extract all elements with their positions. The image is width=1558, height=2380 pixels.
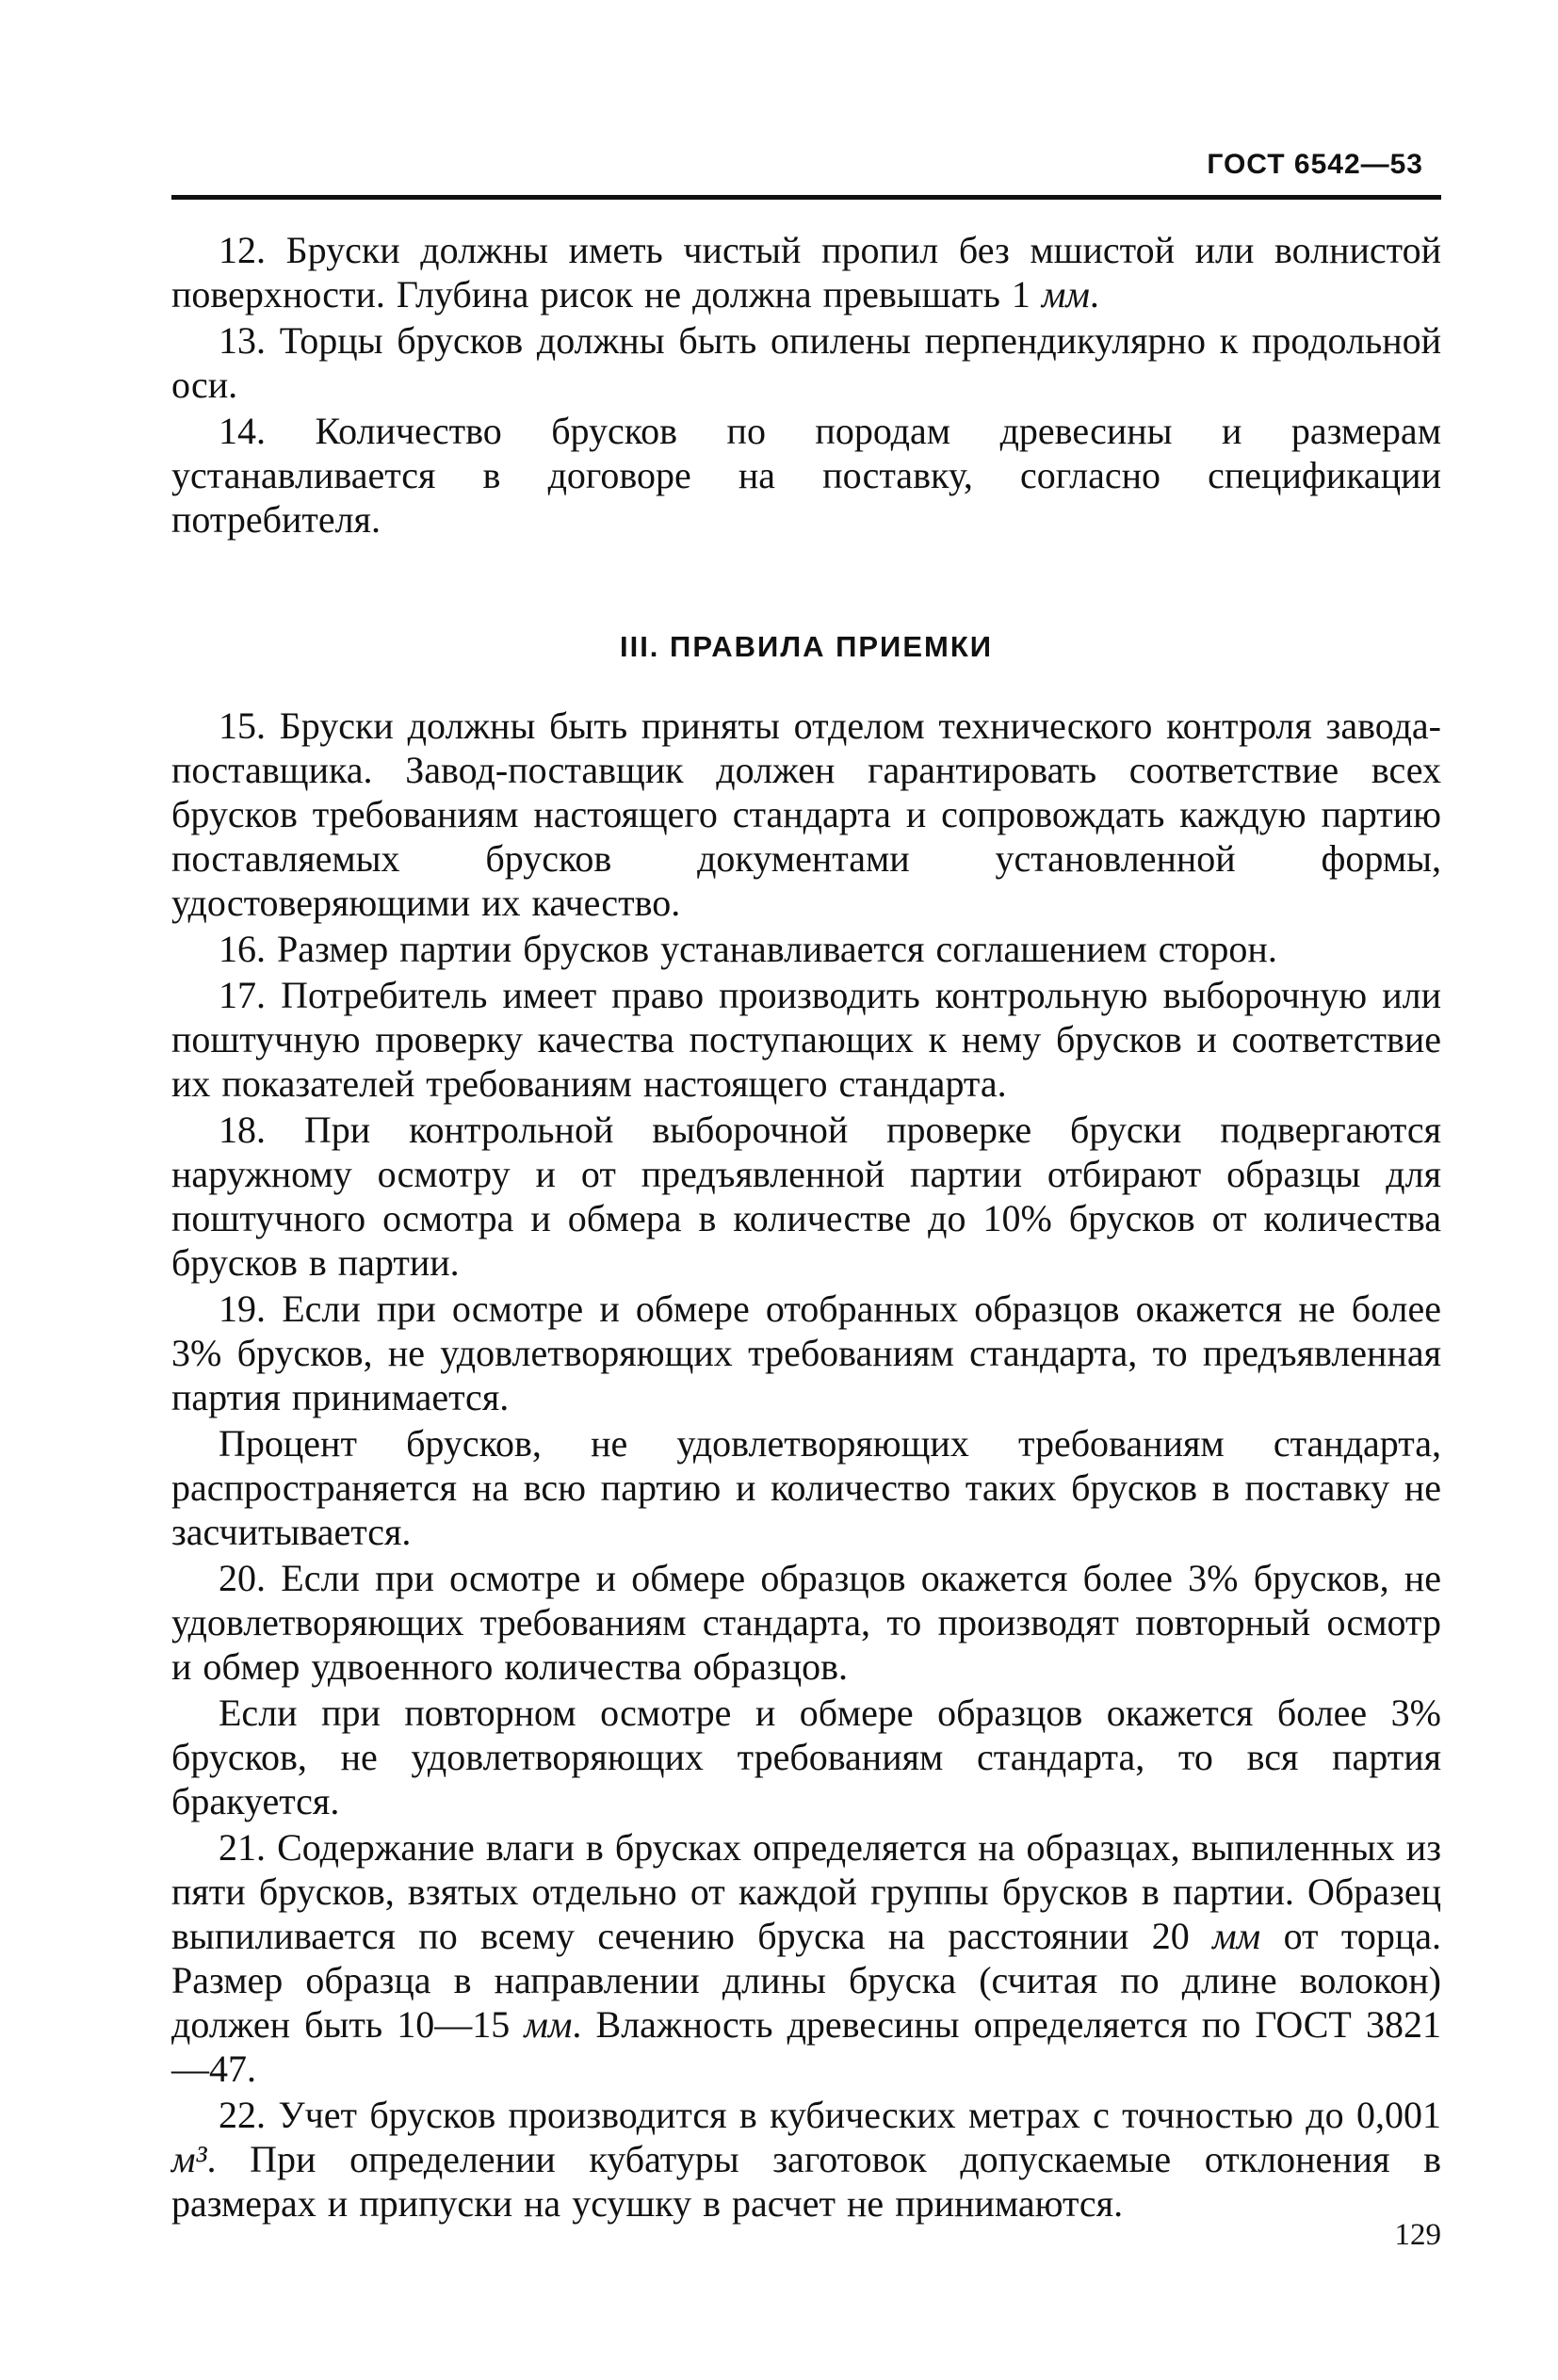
paragraph-text: При контрольной выборочной проверке бруски подвергаются наружному осмотру и от предъявленной партии отбирают образцы для поштучного осмотра и обмера в количестве до 10% брусков от количества брусков в партии. xyxy=(171,1109,1442,1284)
unit-text: мм xyxy=(524,2003,573,2046)
paragraph-text: Если при осмотре и обмере отобранных образцов окажется не более 3% брусков, не удовлетворяющих требованиям стандарта, то предъявленная партия принимается. xyxy=(171,1287,1442,1418)
paragraph-17 xyxy=(171,973,1441,1106)
paragraph-text: Если при осмотре и обмере образцов окажется более 3% брусков, не удовлетворяющих требованиям стандарта, то производят повторный осмотр и обмер удвоенного количества образцов. xyxy=(171,1557,1442,1688)
paragraph-number: 18. xyxy=(219,1109,304,1151)
page-number: 129 xyxy=(1394,2218,1441,2252)
paragraph-19 xyxy=(171,1287,1441,1419)
paragraph-number: 21. xyxy=(219,1826,278,1869)
paragraph-16 xyxy=(171,927,1441,971)
paragraph-number: 19. xyxy=(219,1287,283,1330)
paragraph-text: Размер партии брусков устанавливается соглашением сторон. xyxy=(277,928,1277,970)
paragraph-number: 14. xyxy=(219,410,316,452)
paragraph-text: Бруски должны быть приняты отделом технического контроля завода-поставщика. Завод-поставщик должен гарантировать соответствие всех брусков требованиям настоящего стандарта и сопровождать каждую партию поставляемых брусков документами установленной формы, удостоверяющими их качество. xyxy=(171,704,1441,924)
unit-text: мм xyxy=(1212,1915,1261,1957)
paragraph-text: Учет брусков производится в кубических метрах с точностью до 0,001 xyxy=(278,2094,1441,2136)
unit-text: м³ xyxy=(171,2138,207,2180)
paragraph-22 xyxy=(171,2093,1441,2226)
paragraph-number: 22. xyxy=(219,2094,279,2136)
header-title: ГОСТ 6542—53 xyxy=(1207,149,1423,180)
paragraph-15 xyxy=(171,704,1441,925)
paragraph-text: . При определении кубатуры заготовок допускаемые отклонения в размерах и припуски на усушку в расчет не принимаются. xyxy=(171,2138,1441,2225)
paragraph-12 xyxy=(171,228,1441,316)
paragraph-text: Процент брусков, не удовлетворяющих требованиям стандарта, распространяется на всю партию и количество таких брусков в поставку не засчитывается. xyxy=(171,1422,1441,1553)
paragraph-text: Если при повторном осмотре и обмере образцов окажется более 3% брусков, не удовлетворяющих требованиям стандарта, то вся партия бракуется. xyxy=(171,1692,1441,1822)
header-rule xyxy=(171,195,1441,200)
paragraph-number: 16. xyxy=(219,928,277,970)
paragraph-text: Бруски должны иметь чистый пропил без мшистой или волнистой поверхности. Глубина рисок не должна превышать 1 xyxy=(171,229,1441,316)
page-body xyxy=(171,228,1441,2227)
paragraph-20 xyxy=(171,1556,1441,1689)
paragraph-18 xyxy=(171,1108,1441,1285)
paragraph-text: . Влажность древесины определяется по ГОСТ 3821—47. xyxy=(171,2003,1441,2090)
paragraph-13 xyxy=(171,318,1441,407)
paragraph-21 xyxy=(171,1825,1441,2091)
paragraph-number: 12. xyxy=(219,229,286,271)
paragraph-text: Потребитель имеет право производить контрольную выборочную или поштучную проверку качества поступающих к нему брусков и соответствие их показателей требованиям настоящего стандарта. xyxy=(171,974,1442,1105)
section-heading: III. ПРАВИЛА ПРИЕМКИ xyxy=(619,630,994,663)
unit-text: мм xyxy=(1041,273,1090,316)
paragraph-number: 20. xyxy=(219,1557,282,1599)
paragraph-text: Торцы брусков должны быть опилены перпендикулярно к продольной оси. xyxy=(171,319,1442,406)
paragraph-text: Количество брусков по породам древесины и размерам устанавливается в договоре на поставку, согласно спецификации потребителя. xyxy=(171,410,1442,541)
paragraph-text: от торца. Размер образца в направлении длины бруска (считая по длине волокон) должен быть 10—15 xyxy=(171,1915,1441,2046)
paragraph-number: 15. xyxy=(219,704,280,747)
paragraph-19-continuation xyxy=(171,1421,1441,1554)
paragraph-20-continuation xyxy=(171,1691,1441,1823)
paragraph-number: 17. xyxy=(219,974,282,1016)
paragraph-text: . xyxy=(1089,273,1099,316)
paragraph-number: 13. xyxy=(219,319,280,362)
paragraph-14 xyxy=(171,409,1441,542)
paragraph-text: Содержание влаги в брусках определяется на образцах, выпиленных из пяти брусков, взятых отдельно от каждой группы брусков в партии. Образец выпиливается по всему сечению бруска на расстоянии 20 xyxy=(171,1826,1442,1957)
